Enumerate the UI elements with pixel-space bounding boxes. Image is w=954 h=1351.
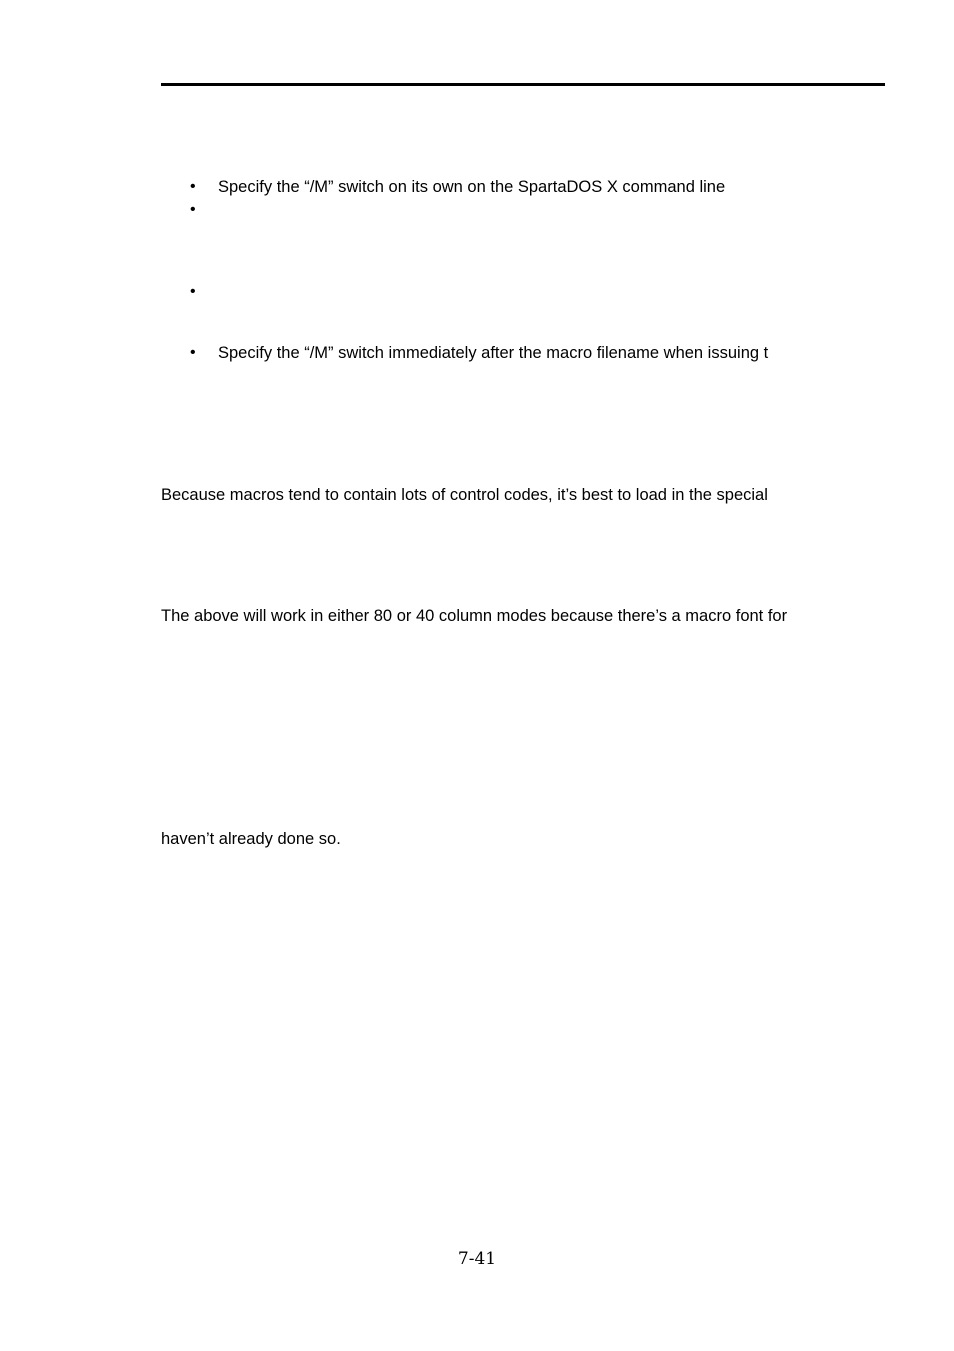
list-item: [161, 177, 885, 197]
list-item: [161, 200, 885, 220]
bullet-dot-icon: •: [190, 201, 196, 218]
bullet-dot-icon: •: [190, 178, 196, 195]
paragraph: haven’t already done so.: [161, 830, 341, 848]
page-number: 7-41: [457, 1249, 497, 1269]
list-item-text: Specify the “/M” switch on its own on the SpartaDOS X command line: [218, 178, 726, 196]
paragraph: The above will work in either 80 or 40 column modes because there’s a macro font for: [161, 607, 788, 625]
bullet-list: [161, 0, 885, 400]
list-item: [161, 343, 885, 363]
bullet-dot-icon: •: [190, 344, 196, 361]
list-item-text: Specify the “/M” switch immediately after the macro filename when issuing t: [218, 344, 769, 362]
bullet-dot-icon: •: [190, 283, 196, 300]
paragraph: Because macros tend to contain lots of control codes, it’s best to load in the special: [161, 486, 768, 504]
list-item: [161, 282, 885, 302]
